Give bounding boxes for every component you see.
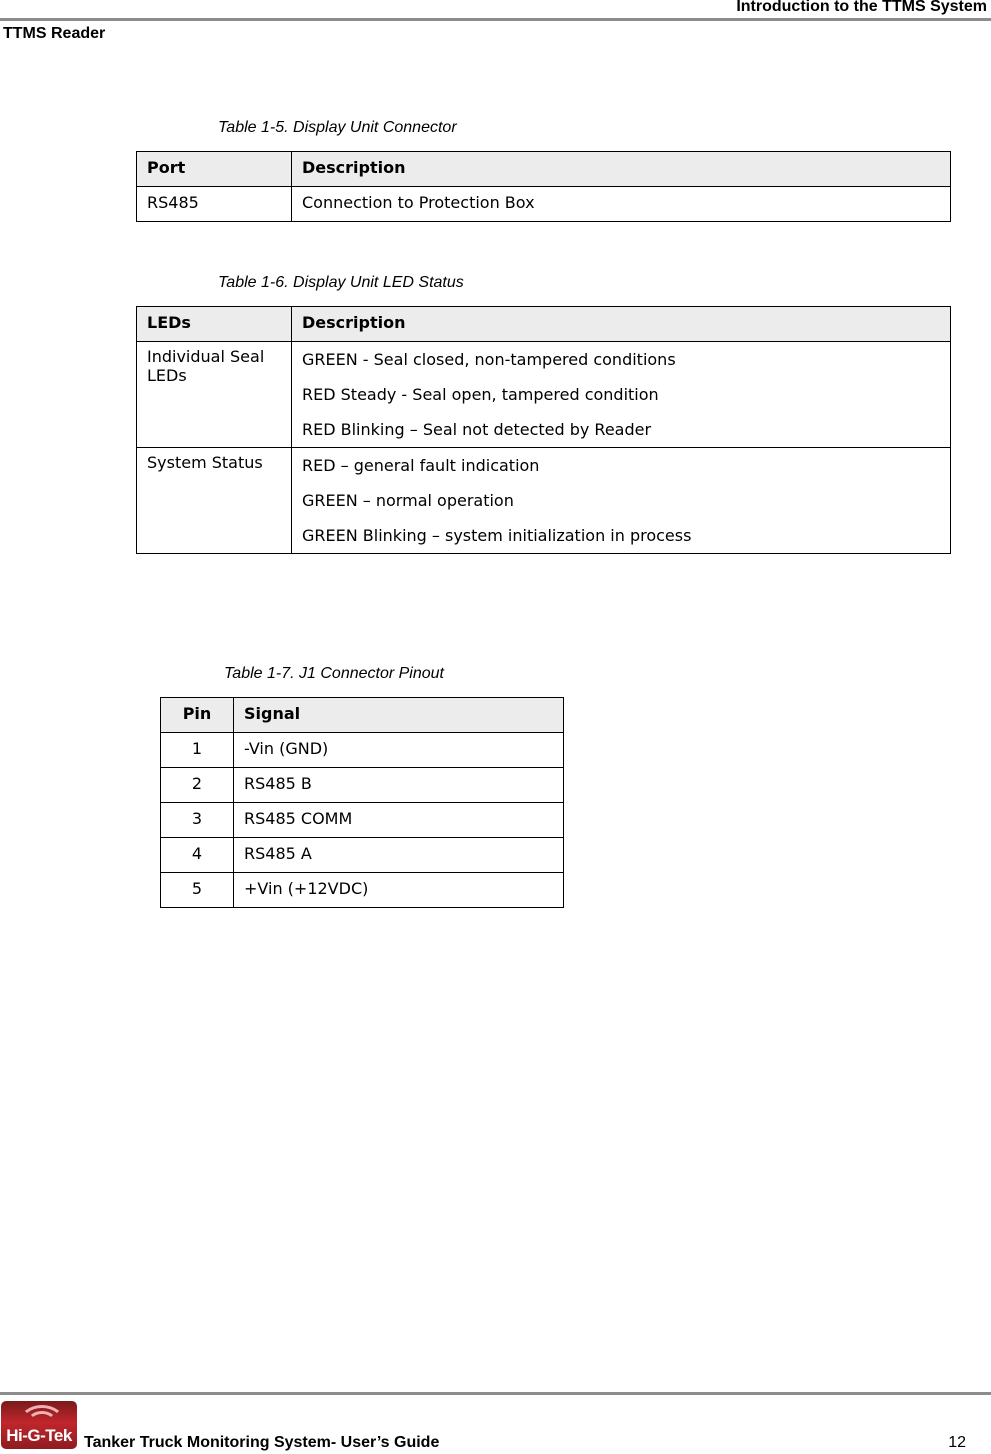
table-row — [161, 803, 564, 838]
column-header-leds: LEDs — [137, 307, 292, 342]
description-line: RED Blinking – Seal not detected by Reader — [302, 420, 652, 439]
description-line: GREEN – normal operation — [302, 491, 514, 510]
display-unit-connector-table — [136, 151, 951, 222]
table-1-6-caption: Table 1-6. Display Unit LED Status — [218, 274, 464, 291]
table-1-7-caption: Table 1-7. J1 Connector Pinout — [224, 665, 444, 682]
running-header-chapter: TTMS Reader — [3, 25, 106, 42]
pin-cell: 3 — [161, 803, 234, 838]
table-row — [161, 873, 564, 908]
display-unit-led-status-table — [136, 306, 951, 554]
signal-cell: -Vin (GND) — [234, 733, 564, 768]
port-cell: RS485 — [137, 187, 292, 222]
led-name-cell: System Status — [137, 448, 292, 554]
page-number: 12 — [948, 1434, 966, 1451]
column-header-description: Description — [292, 152, 951, 187]
table-row — [161, 838, 564, 873]
logo-text: Hi-G-Tek — [6, 1426, 72, 1445]
signal-cell: RS485 B — [234, 768, 564, 803]
footer-document-title: Tanker Truck Monitoring System- User’s Guide — [84, 1434, 440, 1451]
table-row — [137, 448, 951, 554]
signal-cell: +Vin (+12VDC) — [234, 873, 564, 908]
column-header-signal: Signal — [234, 698, 564, 733]
signal-cell: RS485 A — [234, 838, 564, 873]
table-row — [137, 342, 951, 448]
pin-cell: 4 — [161, 838, 234, 873]
description-cell: Connection to Protection Box — [292, 187, 951, 222]
running-header-section: Introduction to the TTMS System — [736, 0, 987, 15]
table-header-row — [161, 698, 564, 733]
column-header-port: Port — [137, 152, 292, 187]
table-row — [137, 187, 951, 222]
pin-cell: 2 — [161, 768, 234, 803]
column-header-description: Description — [292, 307, 951, 342]
signal-cell: RS485 COMM — [234, 803, 564, 838]
table-header-row — [137, 152, 951, 187]
header-rule — [0, 18, 991, 21]
column-header-pin: Pin — [161, 698, 234, 733]
led-description-cell — [292, 448, 951, 554]
description-line: GREEN Blinking – system initialization in process — [302, 526, 692, 545]
description-line: RED – general fault indication — [302, 456, 540, 475]
footer-rule — [0, 1392, 991, 1395]
table-row — [161, 733, 564, 768]
led-name-cell: Individual Seal LEDs — [137, 342, 292, 448]
table-1-5-caption: Table 1-5. Display Unit Connector — [218, 119, 457, 136]
pin-cell: 1 — [161, 733, 234, 768]
table-header-row — [137, 307, 951, 342]
description-line: GREEN - Seal closed, non-tampered conditions — [302, 350, 676, 369]
company-logo — [1, 1401, 77, 1449]
led-description-cell — [292, 342, 951, 448]
description-line: RED Steady - Seal open, tampered condition — [302, 385, 659, 404]
table-row — [161, 768, 564, 803]
pin-cell: 5 — [161, 873, 234, 908]
j1-connector-pinout-table — [160, 697, 564, 908]
